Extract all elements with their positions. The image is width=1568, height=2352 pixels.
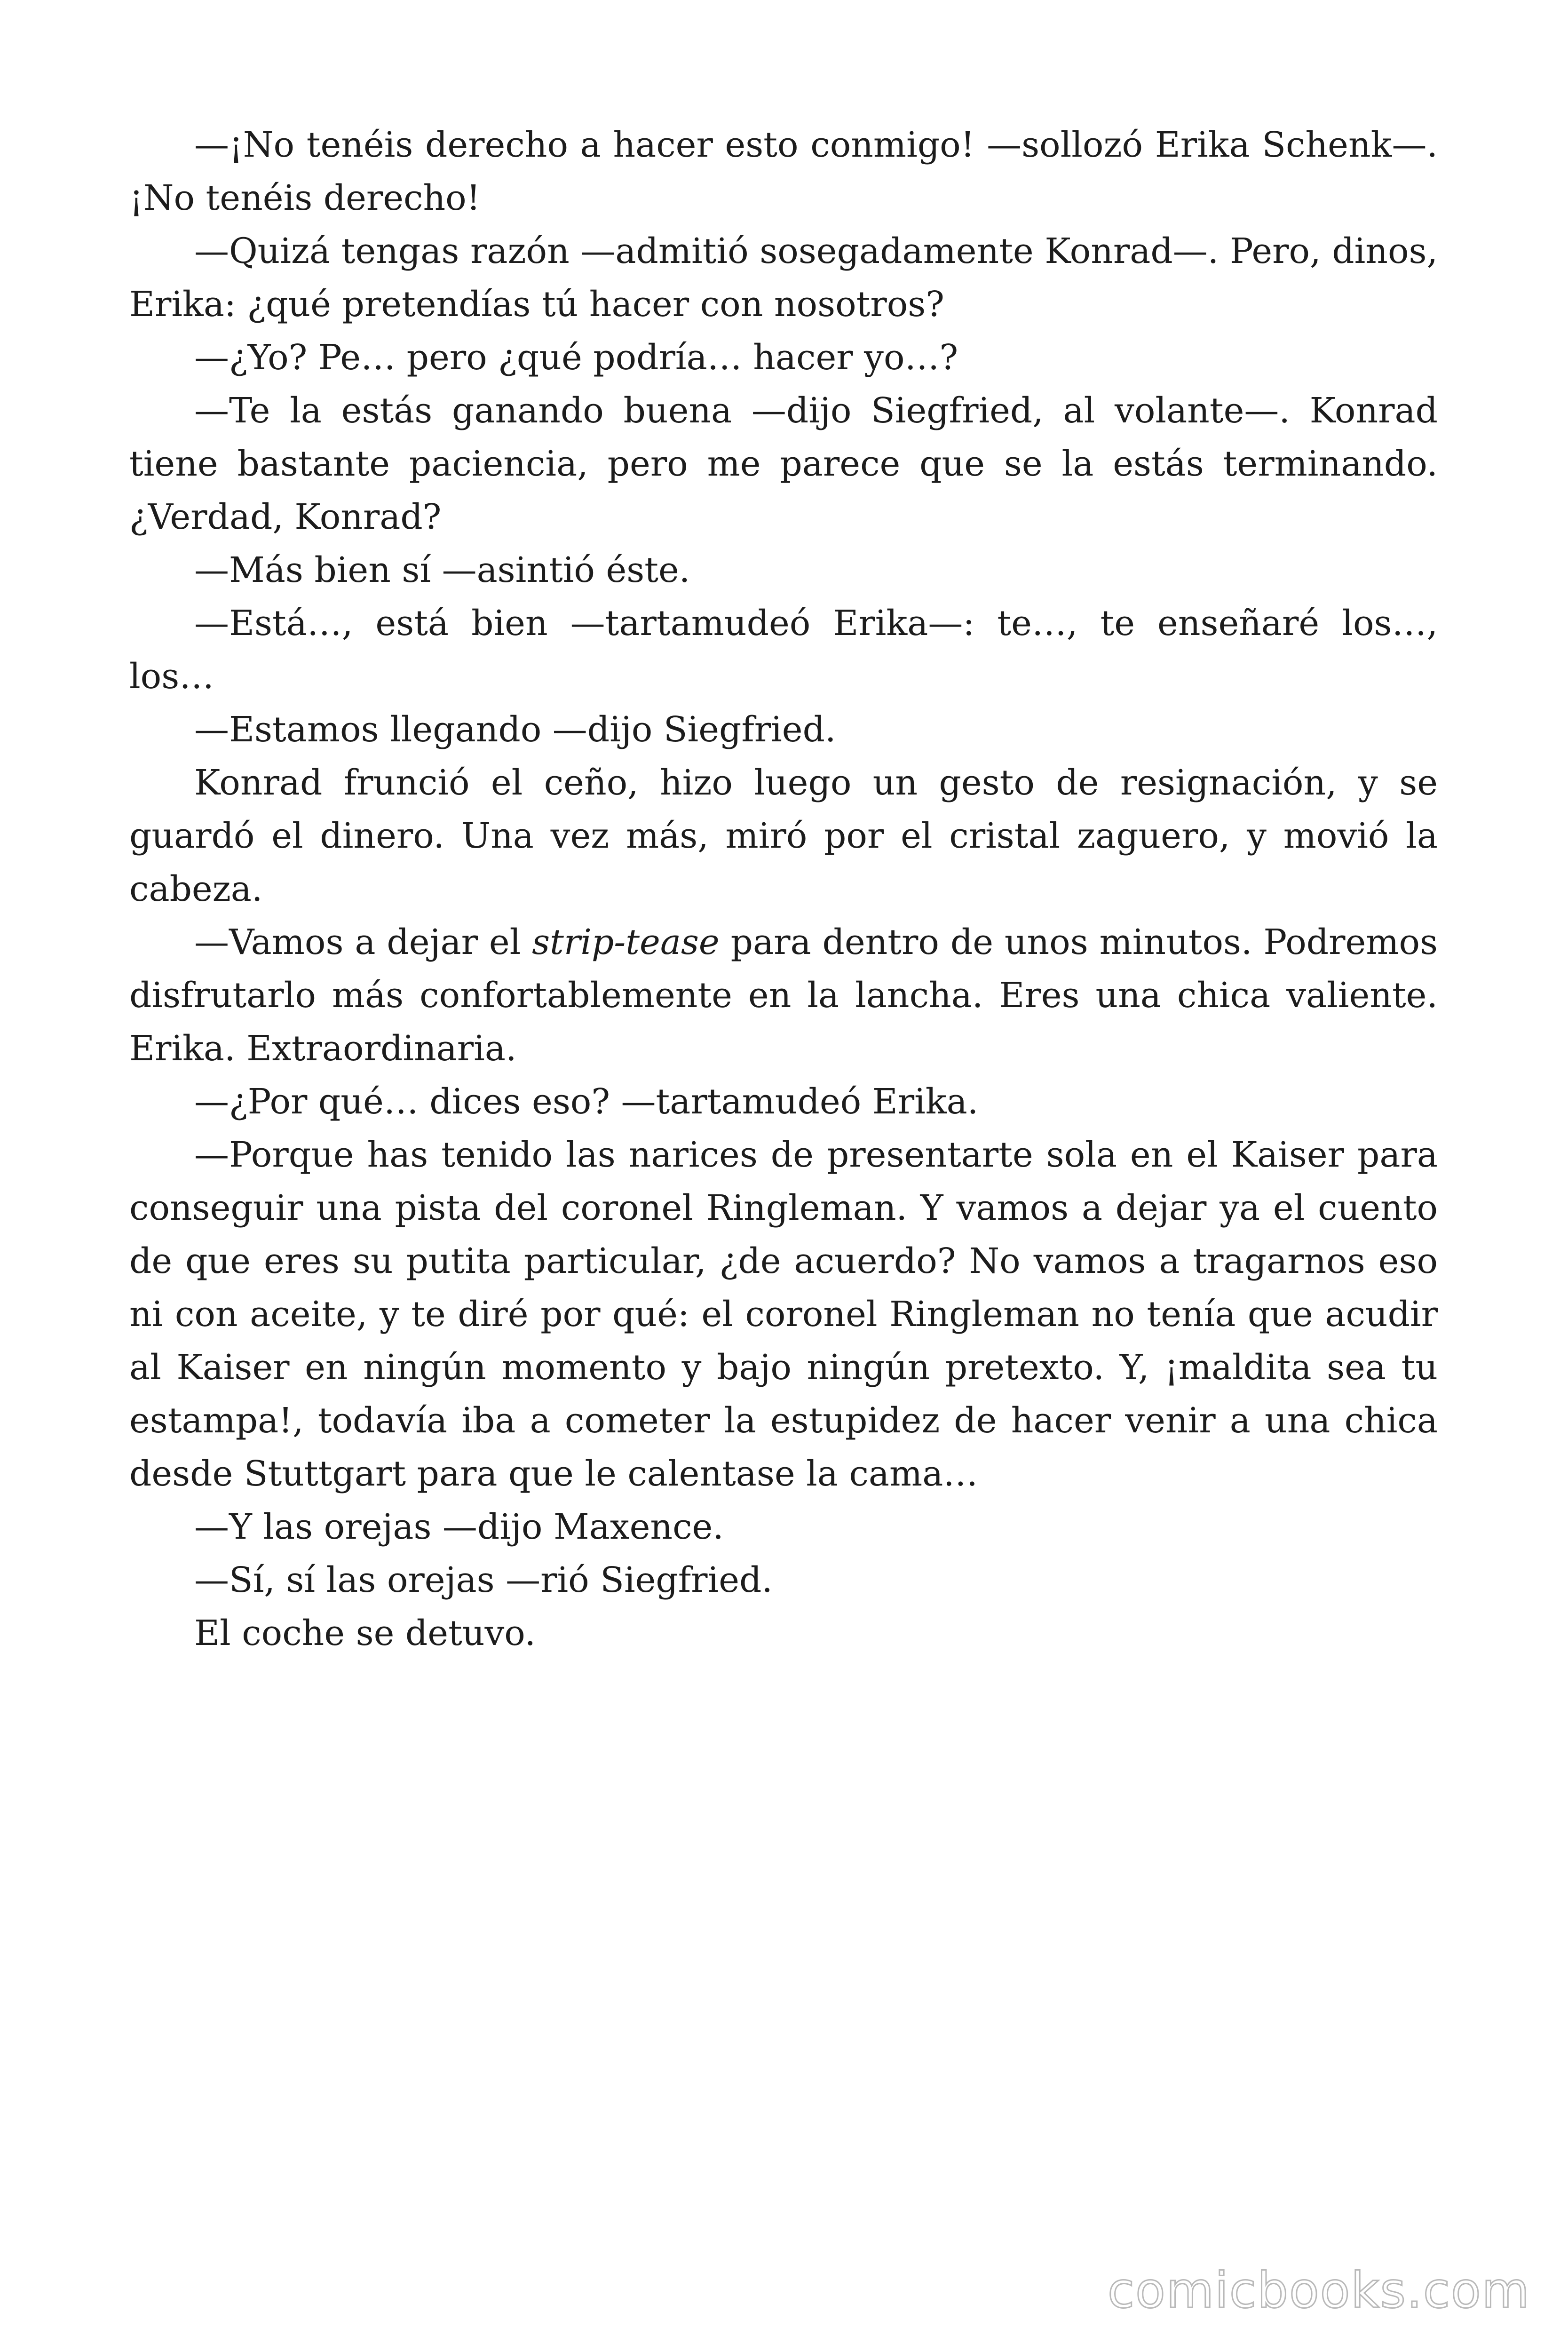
paragraph: —Te la estás ganando buena —dijo Siegfried, al volante—. Konrad tiene bastante paciencia, pero me parece que se la estás terminando. ¿Verdad, Konrad?	[129, 390, 1438, 537]
paragraph-text-after: para dentro de unos minutos. Podremos disfrutarlo más confortablemente en la lancha. Eres una chica valiente. Erika. Extraordinaria.	[129, 922, 1438, 1069]
paragraph: —¿Yo? Pe… pero ¿qué podría… hacer yo…?	[194, 337, 958, 378]
italic-term: strip-tease	[532, 922, 720, 962]
paragraph: —Y las orejas —dijo Maxence.	[194, 1507, 724, 1547]
paragraph: —Porque has tenido las narices de presentarte sola en el Kaiser para conseguir una pista del coronel Ringleman. Y vamos a dejar ya el cuento de que eres su putita particular, ¿de acuerdo? No vamos a tragarnos eso ni con aceite, y te diré por qué: el coronel Ringleman no tenía que acudir al Kaiser en ningún momento y bajo ningún pretexto. Y, ¡maldita sea tu estampa!, todavía iba a cometer la estupidez de hacer venir a una chica desde Stuttgart para que le calentase la cama…	[129, 1135, 1438, 1494]
paragraph: —¿Por qué… dices eso? —tartamudeó Erika.	[194, 1081, 979, 1122]
paragraph: —Estamos llegando —dijo Siegfried.	[194, 709, 836, 750]
paragraph-text-before: —Vamos a dejar el	[194, 922, 532, 962]
paragraph: Konrad frunció el ceño, hizo luego un gesto de resignación, y se guardó el dinero. Una vez más, miró por el cristal zaguero, y movió la cabeza.	[129, 763, 1438, 909]
paragraph: El coche se detuvo.	[194, 1613, 536, 1653]
paragraph: —Quizá tengas razón —admitió sosegadamente Konrad—. Pero, dinos, Erika: ¿qué pretendías tú hacer con nosotros?	[129, 231, 1438, 325]
paragraph: —Está…, está bien —tartamudeó Erika—: te…, te enseñaré los…, los…	[129, 603, 1438, 697]
paragraph: —¡No tenéis derecho a hacer esto conmigo! —sollozó Erika Schenk—. ¡No tenéis derecho!	[129, 125, 1438, 218]
watermark: comicbooks.com	[1107, 2262, 1530, 2319]
paragraph-with-italic	[129, 916, 1438, 1075]
paragraph: —Más bien sí —asintió éste.	[194, 550, 690, 590]
page-body-text	[129, 119, 1438, 1660]
paragraph: —Sí, sí las orejas —rió Siegfried.	[194, 1560, 773, 1600]
